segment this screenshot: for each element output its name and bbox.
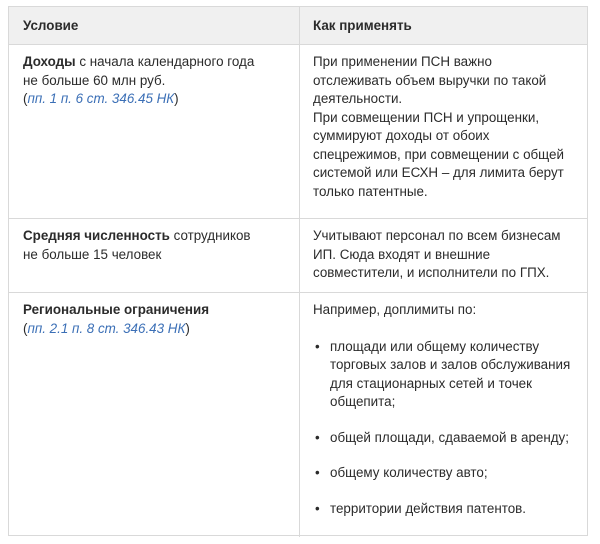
apply-line: Учитывают персонал по всем бизнесам: [313, 228, 561, 243]
table-row-regional: [9, 293, 587, 537]
ref-open-paren: (: [23, 91, 28, 106]
apply-line: При совмещении ПСН и упрощенки,: [313, 109, 540, 125]
list-item: • общему количеству авто;: [313, 464, 577, 483]
condition-cell: [9, 293, 300, 537]
apply-line: суммируют доходы от обоих: [313, 128, 490, 143]
table-row-headcount: [9, 219, 587, 293]
apply-line: отслеживать объем выручки по такой: [313, 72, 547, 88]
apply-line: системой или ЕСХН – для лимита берут: [313, 165, 564, 180]
table-header-row: [9, 7, 587, 45]
law-reference-link[interactable]: пп. 2.1 п. 8 ст. 346.43 НК: [27, 320, 186, 336]
apply-line: совместители, и исполнители по ГПХ.: [313, 265, 550, 280]
apply-cell: [300, 45, 587, 218]
conditions-table: [8, 6, 588, 536]
limits-list: [313, 338, 577, 519]
apply-line: деятельности.: [313, 91, 403, 106]
apply-intro: Например, доплимиты по:: [313, 302, 477, 317]
apply-cell: [300, 293, 587, 537]
law-reference-link[interactable]: пп. 1 п. 6 ст. 346.45 НК: [27, 91, 175, 106]
apply-line: спецрежимов, при совмещении с общей: [313, 146, 564, 162]
list-item: • площади или общему количеству торговых залов и залов обслуживания для стационарных сетей и точек общепита;: [313, 338, 575, 412]
ref-close-paren: ): [174, 91, 179, 106]
apply-cell: [300, 219, 587, 292]
list-item: • территории действия патентов.: [313, 500, 577, 519]
header-how-to-apply: Как применять: [313, 18, 412, 33]
apply-line: только патентные.: [313, 183, 428, 199]
table-row-income: [9, 45, 587, 219]
condition-text: с начала календарного года не больше 60 млн руб.: [23, 54, 255, 88]
condition-title: Региональные ограничения: [23, 302, 210, 317]
condition-text: сотрудников не больше 15 человек: [23, 228, 251, 262]
header-condition: Условие: [9, 7, 300, 44]
apply-line: При применении ПСН важно: [313, 54, 492, 69]
ref-close-paren: ): [185, 320, 190, 336]
list-item: • общей площади, сдаваемой в аренду;: [313, 429, 577, 448]
condition-cell: [9, 219, 300, 292]
condition-title: Средняя численность: [23, 228, 170, 243]
condition-title: Доходы: [23, 54, 76, 69]
condition-cell: [9, 45, 300, 218]
ref-open-paren: (: [23, 320, 28, 336]
apply-line: ИП. Сюда входят и внешние: [313, 246, 491, 262]
